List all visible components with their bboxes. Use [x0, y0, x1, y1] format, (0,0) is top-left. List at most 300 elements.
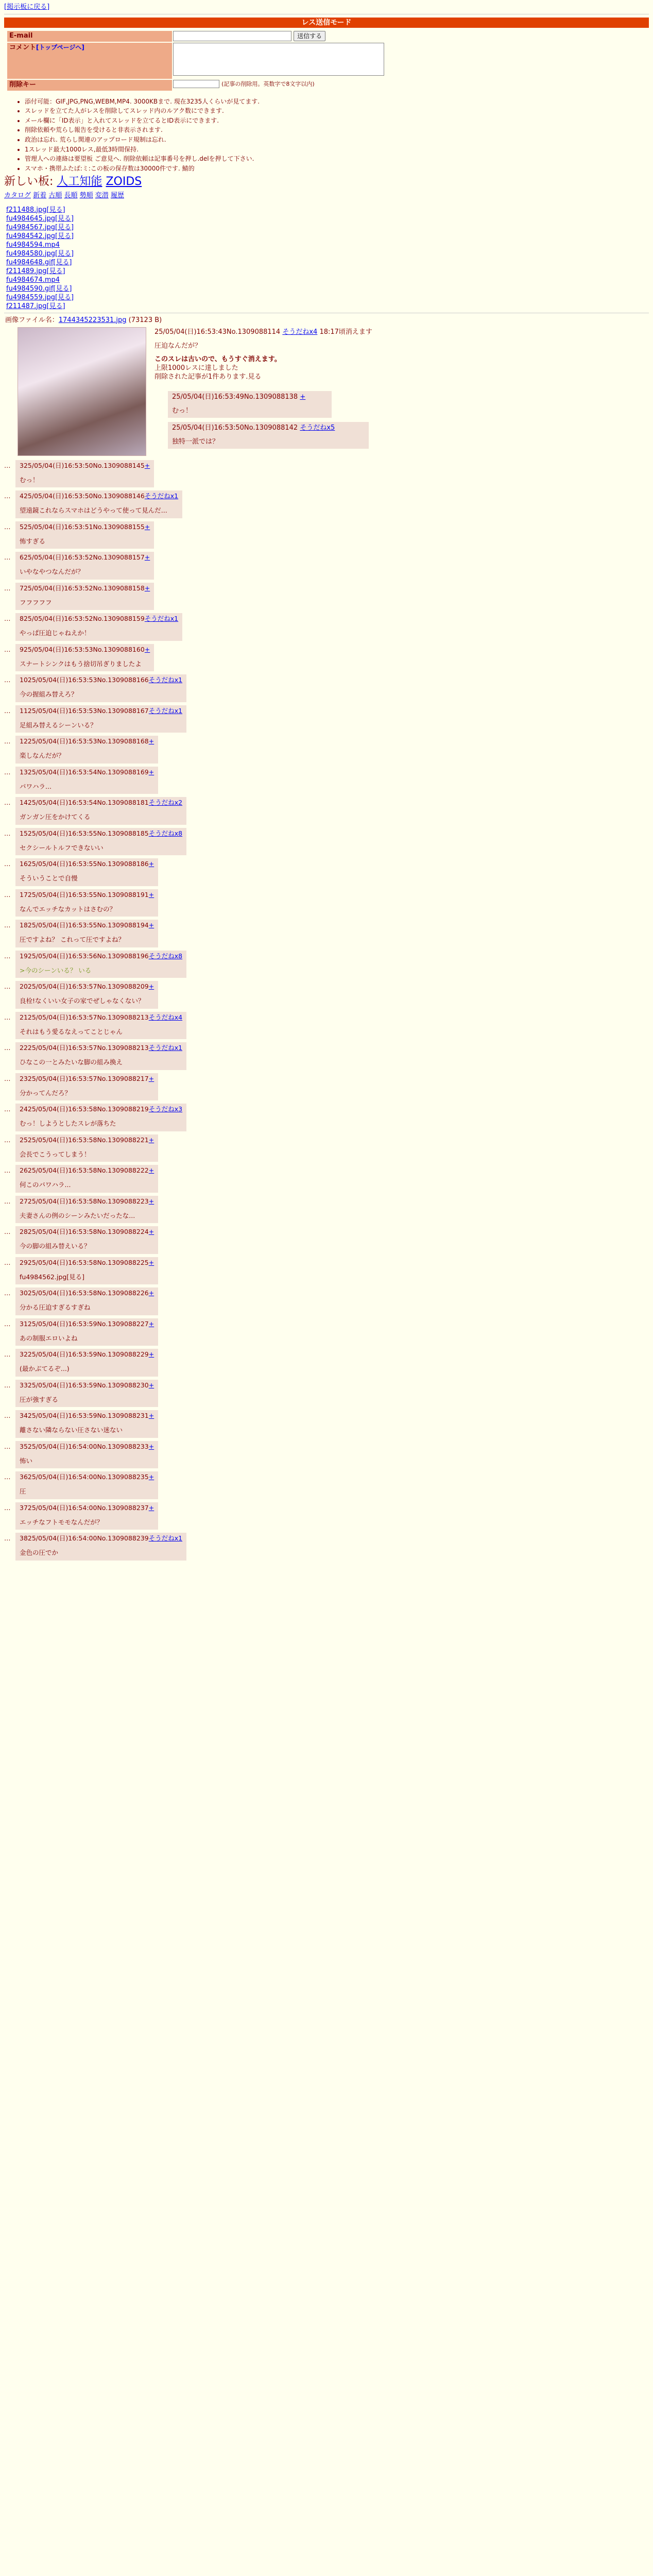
reply-header — [20, 1350, 154, 1359]
sodane-button[interactable]: + — [148, 1412, 154, 1420]
reply-meta: 25/05/04(日)16:53:50No.1309088146 — [23, 492, 145, 500]
reply-header — [20, 707, 182, 715]
sodane-button[interactable]: + — [144, 584, 150, 592]
sodane-button[interactable]: + — [148, 1442, 154, 1450]
sodane-button[interactable]: そうだねx4 — [148, 1013, 183, 1021]
reply-header — [20, 1320, 154, 1328]
reply-body: むっ！しようとしたスレが落ちた — [20, 1120, 116, 1128]
reply-body: 楽しなんだが？ — [20, 752, 65, 760]
reply-number: 22 — [20, 1044, 28, 1052]
reply-body: あの制服エロいよね — [20, 1334, 78, 1342]
rule-item: • メール欄に「ID表示」と入れてスレッドを立てるとID表示にできます. — [25, 117, 649, 125]
reply-marker: … — [4, 522, 11, 531]
subnav-new[interactable]: 新着 — [33, 191, 47, 199]
reply-list — [4, 460, 649, 1561]
reply-marker: … — [4, 829, 11, 837]
file-link[interactable]: fu4984645.jpg[見る] — [6, 214, 74, 223]
reply-meta: 25/05/04(日)16:53:54No.1309088181 — [27, 799, 149, 807]
reply-marker: … — [4, 860, 11, 868]
reply-header — [20, 799, 182, 807]
reply-body: 金色の圧でか — [20, 1549, 59, 1557]
reply-body: フフフフフ — [20, 598, 52, 606]
op-expire: 18:17頃消えます — [319, 328, 372, 336]
reply-marker: … — [4, 1442, 11, 1450]
reply-post — [4, 1410, 158, 1438]
reply-number: 15 — [20, 829, 28, 837]
sodane-button[interactable]: + — [148, 1074, 154, 1082]
reply-body: 圧ですよね？ これって圧ですよね？ — [20, 936, 125, 944]
new-board-link-ai[interactable]: 人工知能 — [57, 175, 102, 189]
sodane-button[interactable]: + — [144, 553, 150, 562]
reply-header — [20, 982, 154, 991]
reply-marker: … — [4, 1381, 11, 1389]
reply-meta: 25/05/04(日)16:53:58No.1309088224 — [27, 1228, 149, 1236]
sodane-button[interactable]: + — [148, 982, 154, 991]
reply-post — [4, 1502, 158, 1530]
new-board-link-zoids[interactable]: ZOIDS — [106, 175, 142, 189]
reply-meta: 25/05/04(日)16:53:57No.1309088213 — [27, 1013, 149, 1021]
reply-header — [20, 492, 178, 500]
del-key-field[interactable] — [173, 80, 219, 88]
reply-number: 7 — [20, 584, 24, 592]
reply-header — [20, 1197, 154, 1206]
reply-post — [4, 674, 186, 702]
file-link[interactable]: fu4984559.jpg[見る] — [6, 293, 74, 301]
reply-meta: 25/05/04(日)16:53:54No.1309088169 — [27, 768, 149, 776]
reply-post — [4, 1042, 186, 1070]
reply-marker: … — [4, 952, 11, 960]
reply-post — [4, 490, 182, 518]
reply-meta: 25/05/04(日)16:53:57No.1309088217 — [27, 1074, 149, 1082]
reply-number: 26 — [20, 1166, 28, 1175]
op-post — [4, 327, 649, 456]
reply-post — [4, 1104, 186, 1131]
reply-header — [20, 584, 150, 592]
reply-meta: 25/05/04(日)16:53:59No.1309088227 — [27, 1319, 149, 1328]
reply-number: 34 — [20, 1412, 28, 1420]
reply-marker: … — [4, 1228, 11, 1236]
sodane-button[interactable]: そうだねx1 — [148, 676, 183, 684]
reply-marker: … — [4, 492, 11, 500]
reply-header — [20, 553, 150, 562]
reply-header — [20, 829, 182, 838]
reply-number: 21 — [20, 1013, 28, 1021]
reply-marker: … — [4, 706, 11, 715]
rule-item: • スレッドを立てた人がレスを削除してスレッド内のルアク数にできます. — [25, 107, 649, 115]
reply-number: 24 — [20, 1105, 28, 1113]
reply-marker: … — [4, 1044, 11, 1052]
reply-number: 8 — [20, 615, 24, 623]
reply-number: 12 — [20, 737, 28, 745]
reply-marker: … — [4, 768, 11, 776]
reply-number: 9 — [20, 645, 24, 653]
reply-number: 38 — [20, 1534, 28, 1543]
reply-post — [4, 858, 158, 886]
reply-header — [20, 1075, 154, 1083]
reply-body: やっぱ圧迫じゃねえか！ — [20, 629, 91, 637]
reply-number: 18 — [20, 921, 28, 929]
reply-header — [20, 1105, 182, 1113]
reply-header — [20, 523, 150, 531]
reply-post — [4, 920, 158, 947]
reply-header — [20, 952, 182, 960]
reply-header — [20, 1013, 182, 1022]
reply-marker: … — [4, 1258, 11, 1266]
reply-number: 27 — [20, 1197, 28, 1205]
op-line: 圧迫なんだが？ — [154, 342, 202, 350]
reply-meta: 25/05/04(日)16:53:51No.1309088155 — [23, 522, 145, 531]
reply-post — [4, 1533, 186, 1561]
reply-header — [20, 891, 154, 899]
file-link[interactable]: f211488.jpg[見る] — [6, 206, 65, 214]
rules-list — [25, 98, 649, 173]
reply-marker: … — [4, 461, 11, 469]
reply-post — [4, 613, 182, 641]
reply-body: それはもう愛るなえってことじゃん — [20, 1027, 123, 1036]
subnav-catalog[interactable]: カタログ — [4, 191, 31, 199]
reply-header — [20, 1504, 154, 1512]
reply-post — [4, 1349, 158, 1377]
reply-number: 30 — [20, 1289, 28, 1297]
comment-textarea[interactable] — [173, 43, 384, 76]
reply-number: 19 — [20, 952, 28, 960]
reply-post — [4, 1226, 158, 1254]
reply-number: 13 — [20, 768, 28, 776]
reply-number: 36 — [20, 1473, 28, 1481]
reply-post — [4, 1318, 158, 1346]
file-link[interactable]: fu4984648.gif[見る] — [6, 258, 72, 266]
reply-meta: 25/05/04(日)16:53:50No.1309088145 — [23, 461, 145, 469]
reply-meta: 25/05/04(日)16:53:56No.1309088196 — [27, 952, 149, 960]
reply-header — [20, 1259, 154, 1267]
reply-number: 14 — [20, 799, 28, 807]
reply-meta: 25/05/04(日)16:53:58No.1309088221 — [27, 1136, 149, 1144]
reply-meta: 25/05/04(日)16:53:53No.1309088167 — [27, 706, 149, 715]
reply-post — [4, 951, 186, 978]
del-key-note: (記事の削除用。英数字で8文字以内) — [221, 80, 315, 88]
rule-item: • 政治は忘れ. 荒らし関連のアップロード規制は忘れ. — [25, 136, 649, 144]
sodane-button[interactable]: そうだねx1 — [144, 492, 179, 500]
reply-number: 35 — [20, 1442, 28, 1450]
reply-meta: 25/05/04(日)16:53:52No.1309088157 — [23, 553, 145, 562]
reply-number: 33 — [20, 1381, 28, 1389]
reply-body: 圧 — [20, 1487, 26, 1496]
op-info — [154, 328, 372, 387]
reply-number: 6 — [20, 553, 24, 562]
reply-post — [4, 1380, 158, 1408]
reply-post — [4, 1287, 158, 1315]
sodane-button[interactable]: + — [144, 522, 150, 531]
rule-item: • 管理人への連絡は要望板 ご意見へ. 削除依頼は記事番号を押し.delを押して下さい. — [25, 155, 649, 163]
reply-header — [20, 1044, 182, 1052]
board-subnav — [4, 192, 649, 200]
reply-post — [4, 736, 158, 764]
reply-meta: 25/05/04(日)16:53:55No.1309088186 — [27, 860, 149, 868]
reply-marker: … — [4, 676, 11, 684]
reply-body: スナートシンクはもう捨切吊ぎりましたよ — [20, 659, 142, 668]
reply-marker: … — [4, 1074, 11, 1082]
reply-meta: 25/05/04(日)16:53:55No.1309088191 — [27, 890, 149, 899]
sodane-button[interactable]: + — [148, 1228, 154, 1236]
reply-number: 29 — [20, 1258, 28, 1266]
reply-header — [20, 1136, 154, 1144]
reply-marker: … — [4, 1013, 11, 1021]
reply-meta: 25/05/04(日)16:53:53No.1309088168 — [27, 737, 149, 745]
reply-meta: 25/05/04(日)16:53:59No.1309088229 — [27, 1350, 149, 1359]
reply-header — [20, 646, 150, 654]
reply-number: 16 — [20, 860, 28, 868]
reply-post — [4, 1471, 158, 1499]
op-file-header: 画像ファイル名：1744345223531.jpg (73123 B) — [5, 316, 162, 324]
del-key-label: 削除キー — [7, 80, 172, 91]
reply-marker: … — [4, 1105, 11, 1113]
file-link[interactable]: fu4984542.jpg[見る] — [6, 232, 74, 240]
subnav-history[interactable]: 履歴 — [110, 191, 124, 199]
reply-marker: … — [4, 615, 11, 623]
reply-post — [4, 1165, 158, 1193]
email-field[interactable] — [173, 31, 291, 41]
op-line: 上限1000レスに達しました — [154, 364, 238, 372]
subnav-momentum[interactable]: 勢順 — [79, 191, 93, 199]
reply-post — [4, 705, 186, 733]
subnav-long[interactable]: 長順 — [64, 191, 78, 199]
reply-number: 31 — [20, 1319, 28, 1328]
reply-body: ひなこの一とみたいな脚の組み換え — [20, 1058, 123, 1066]
reply-meta: 25/05/04(日)16:54:00No.1309088237 — [27, 1503, 149, 1512]
reply-form — [6, 30, 385, 92]
file-link[interactable]: fu4984590.gif[見る] — [6, 284, 72, 293]
sodane-button[interactable]: + — [148, 1381, 154, 1389]
reply-marker: … — [4, 799, 11, 807]
op-warning: このスレは古いので、もうすぐ消えます。 — [154, 355, 281, 364]
reply-meta: 25/05/04(日)16:54:00No.1309088239 — [27, 1534, 149, 1543]
comment-label: コメント[トップページへ] — [7, 43, 172, 79]
reply-post — [4, 981, 158, 1009]
reply-meta: 25/05/04(日)16:54:00No.1309088235 — [27, 1473, 149, 1481]
reply-body: fu4984562.jpg[見る] — [20, 1273, 85, 1281]
sodane-button[interactable]: そうだねx1 — [148, 1534, 183, 1543]
reply-post — [4, 1134, 158, 1162]
sodane-button[interactable]: そうだねx8 — [148, 952, 183, 960]
reply-meta: 25/05/04(日)16:53:59No.1309088231 — [27, 1412, 149, 1420]
reply-body: 今の握組み替えろ？ — [20, 690, 78, 699]
rule-item: • 添付可能：GIF,JPG,PNG,WEBM,MP4. 3000KBまで. 現在3235人くらいが見てます. — [25, 98, 649, 106]
reply-post — [4, 460, 154, 488]
reply-marker: … — [4, 584, 11, 592]
reply-body: >今のシーンいる？ いる — [20, 966, 92, 974]
reply-marker: … — [4, 921, 11, 929]
reply-number: 5 — [20, 522, 24, 531]
sodane-button[interactable]: そうだねx1 — [144, 615, 179, 623]
reply-meta: 25/05/04(日)16:53:55No.1309088194 — [27, 921, 149, 929]
op-quote-reply: 25/05/04(日)16:53:50No.1309088142 そうだねx5 独特一派では？ — [168, 422, 369, 449]
reply-number: 17 — [20, 890, 28, 899]
reply-body: エッチなフトモモなんだが？ — [20, 1518, 104, 1526]
reply-post — [4, 644, 154, 672]
sodane-button[interactable]: そうだねx1 — [148, 1044, 183, 1052]
reply-meta: 25/05/04(日)16:53:57No.1309088213 — [27, 1044, 149, 1052]
reply-number: 11 — [20, 706, 28, 715]
reply-body: 良栓!なくいい女子の家でぜしゃなくない？ — [20, 997, 145, 1005]
reply-number: 25 — [20, 1136, 28, 1144]
send-button[interactable]: 送信する — [294, 31, 325, 41]
reply-meta: 25/05/04(日)16:53:58No.1309088226 — [27, 1289, 149, 1297]
reply-meta: 25/05/04(日)16:53:57No.1309088209 — [27, 982, 149, 991]
sodane-button[interactable]: そうだねx8 — [148, 829, 183, 837]
sodane-button[interactable]: + — [148, 1350, 154, 1359]
sodane-button[interactable]: そうだねx2 — [148, 799, 183, 807]
reply-body: 離さない隣ならない圧さない迷ない — [20, 1426, 123, 1434]
reply-number: 10 — [20, 676, 28, 684]
reply-body: 会長でこうってしまう！ — [20, 1150, 91, 1158]
reply-header — [20, 768, 154, 776]
reply-meta: 25/05/04(日)16:53:58No.1309088219 — [27, 1105, 149, 1113]
reply-meta: 25/05/04(日)16:53:53No.1309088160 — [23, 645, 145, 653]
reply-marker: … — [4, 1166, 11, 1175]
reply-post — [4, 552, 154, 580]
reply-marker: … — [4, 645, 11, 653]
sodane-button[interactable]: + — [148, 1503, 154, 1512]
reply-marker: … — [4, 1289, 11, 1297]
sodane-button[interactable]: そうだねx1 — [148, 706, 183, 715]
reply-body: パワハラ... — [20, 782, 51, 790]
sodane-button[interactable]: + — [148, 737, 154, 745]
reply-header — [20, 737, 154, 745]
reply-post — [4, 889, 158, 917]
sodane-button[interactable]: + — [148, 1473, 154, 1481]
reply-header — [20, 1381, 154, 1389]
reply-body: 今の脚の組み替えいる？ — [20, 1242, 91, 1250]
reply-post — [4, 521, 154, 549]
rule-item: • 1スレッド最大1000レス,最低3時間保持. — [25, 146, 649, 154]
reply-number: 23 — [20, 1074, 28, 1082]
sodane-button[interactable]: + — [148, 1289, 154, 1297]
reply-marker: … — [4, 1319, 11, 1328]
sodane-button[interactable]: + — [144, 645, 150, 653]
reply-marker: … — [4, 737, 11, 745]
reply-body: むっ！ — [20, 476, 39, 484]
op-file-link[interactable]: 1744345223531.jpg — [58, 316, 127, 324]
rule-item: • 削除依頼や荒らし報告を受けると非表示されます. — [25, 126, 649, 134]
reply-post — [4, 1012, 186, 1040]
reply-header — [20, 1473, 154, 1481]
file-link[interactable]: fu4984594.mp4 — [6, 241, 60, 249]
reply-header — [20, 1166, 154, 1175]
reply-header — [20, 1443, 154, 1451]
reply-body: なんでエッチなカットはさむの？ — [20, 905, 116, 913]
reply-body: (最かぶてるぞ...) — [20, 1365, 70, 1373]
reply-body: 怖すぎる — [20, 537, 46, 545]
sodane-button[interactable]: + — [148, 921, 154, 929]
reply-marker: … — [4, 1473, 11, 1481]
reply-meta: 25/05/04(日)16:53:59No.1309088230 — [27, 1381, 149, 1389]
reply-header — [20, 1412, 154, 1420]
file-link[interactable]: fu4984674.mp4 — [6, 276, 60, 284]
reply-body: 足組み替えるシーンいる？ — [20, 721, 97, 729]
reply-body: 何このパワハラ... — [20, 1181, 71, 1189]
reply-marker: … — [4, 890, 11, 899]
sodane-button[interactable]: + — [148, 1136, 154, 1144]
back-to-board-link[interactable]: [掲示板に戻る] — [4, 3, 50, 11]
reply-body: ガンガン圧をかけてくる — [20, 813, 91, 821]
reply-post — [4, 797, 186, 825]
reply-number: 3 — [20, 461, 24, 469]
reply-meta: 25/05/04(日)16:53:55No.1309088185 — [27, 829, 149, 837]
op-line: 削除された記事が1件あります.見る — [154, 373, 262, 381]
reply-post — [4, 1257, 158, 1285]
reply-meta: 25/05/04(日)16:54:00No.1309088233 — [27, 1442, 149, 1450]
reply-post — [4, 583, 154, 611]
file-list — [6, 206, 649, 311]
reply-number: 32 — [20, 1350, 28, 1359]
subnav-hidden[interactable]: 変潜 — [95, 191, 109, 199]
reply-post — [4, 1196, 158, 1224]
reply-header — [20, 462, 150, 470]
sodane-button[interactable]: そうだねx4 — [282, 328, 318, 336]
reply-marker: … — [4, 1197, 11, 1205]
reply-number: 20 — [20, 982, 28, 991]
sodane-button[interactable]: + — [148, 1258, 154, 1266]
reply-marker: … — [4, 1412, 11, 1420]
reply-header — [20, 1289, 154, 1297]
reply-post — [4, 828, 186, 856]
sodane-button[interactable]: + — [148, 890, 154, 899]
reply-body: そういうことで自慢 — [20, 874, 78, 883]
reply-post — [4, 1073, 158, 1101]
reply-header — [20, 676, 182, 684]
sodane-button[interactable]: + — [148, 768, 154, 776]
reply-body: セクシールトルフできないい — [20, 843, 104, 852]
op-quote-reply: 25/05/04(日)16:53:49No.1309088138 + むっ！ — [168, 391, 332, 418]
reply-marker: … — [4, 1136, 11, 1144]
reply-meta: 25/05/04(日)16:53:58No.1309088225 — [27, 1258, 149, 1266]
sodane-button[interactable]: + — [144, 461, 150, 469]
sodane-button[interactable]: + — [148, 860, 154, 868]
reply-meta: 25/05/04(日)16:53:52No.1309088158 — [23, 584, 145, 592]
reply-body: 夫妻さんの例のシーンみたいだったな... — [20, 1211, 135, 1219]
reply-header — [20, 860, 154, 868]
file-link[interactable]: fu4984580.jpg[見る] — [6, 249, 74, 258]
sodane-button[interactable]: + — [148, 1319, 154, 1328]
rule-item: • スマホ・携帯ふたば:ミ:この板の保存数は30000件です. 鯖的 — [25, 165, 649, 173]
reply-body: 分かる圧迫すぎるすぎね — [20, 1303, 91, 1312]
reply-body: 圧が強すぎる — [20, 1395, 59, 1403]
email-label: E-mail — [7, 31, 172, 42]
reply-body: 怖い — [20, 1456, 33, 1465]
reply-header — [20, 921, 154, 929]
subnav-old[interactable]: 古順 — [48, 191, 62, 199]
sodane-button[interactable]: + — [148, 1197, 154, 1205]
mode-bar: レス送信モード — [4, 18, 649, 28]
file-link[interactable]: fu4984567.jpg[見る] — [6, 223, 74, 231]
reply-marker: … — [4, 1350, 11, 1359]
reply-meta: 25/05/04(日)16:53:53No.1309088166 — [27, 676, 149, 684]
reply-marker: … — [4, 982, 11, 991]
reply-body: 分かってんだろ？ — [20, 1089, 72, 1097]
sodane-button[interactable]: そうだねx3 — [148, 1105, 183, 1113]
file-link[interactable]: f211489.jpg[見る] — [6, 267, 65, 275]
file-link[interactable]: f211487.jpg[見る] — [6, 302, 65, 310]
reply-number: 37 — [20, 1503, 28, 1512]
reply-post — [4, 767, 158, 794]
reply-meta: 25/05/04(日)16:53:58No.1309088222 — [27, 1166, 149, 1175]
reply-body: 望遠鏡これならスマホはどうやって使って見んだ... — [20, 506, 167, 515]
reply-number: 28 — [20, 1228, 28, 1236]
new-board-banner: 新しい板: 人工知能 ZOIDS — [4, 175, 142, 189]
op-thumbnail-image[interactable] — [18, 327, 146, 456]
sodane-button[interactable]: + — [148, 1166, 154, 1175]
reply-marker: … — [4, 1503, 11, 1512]
